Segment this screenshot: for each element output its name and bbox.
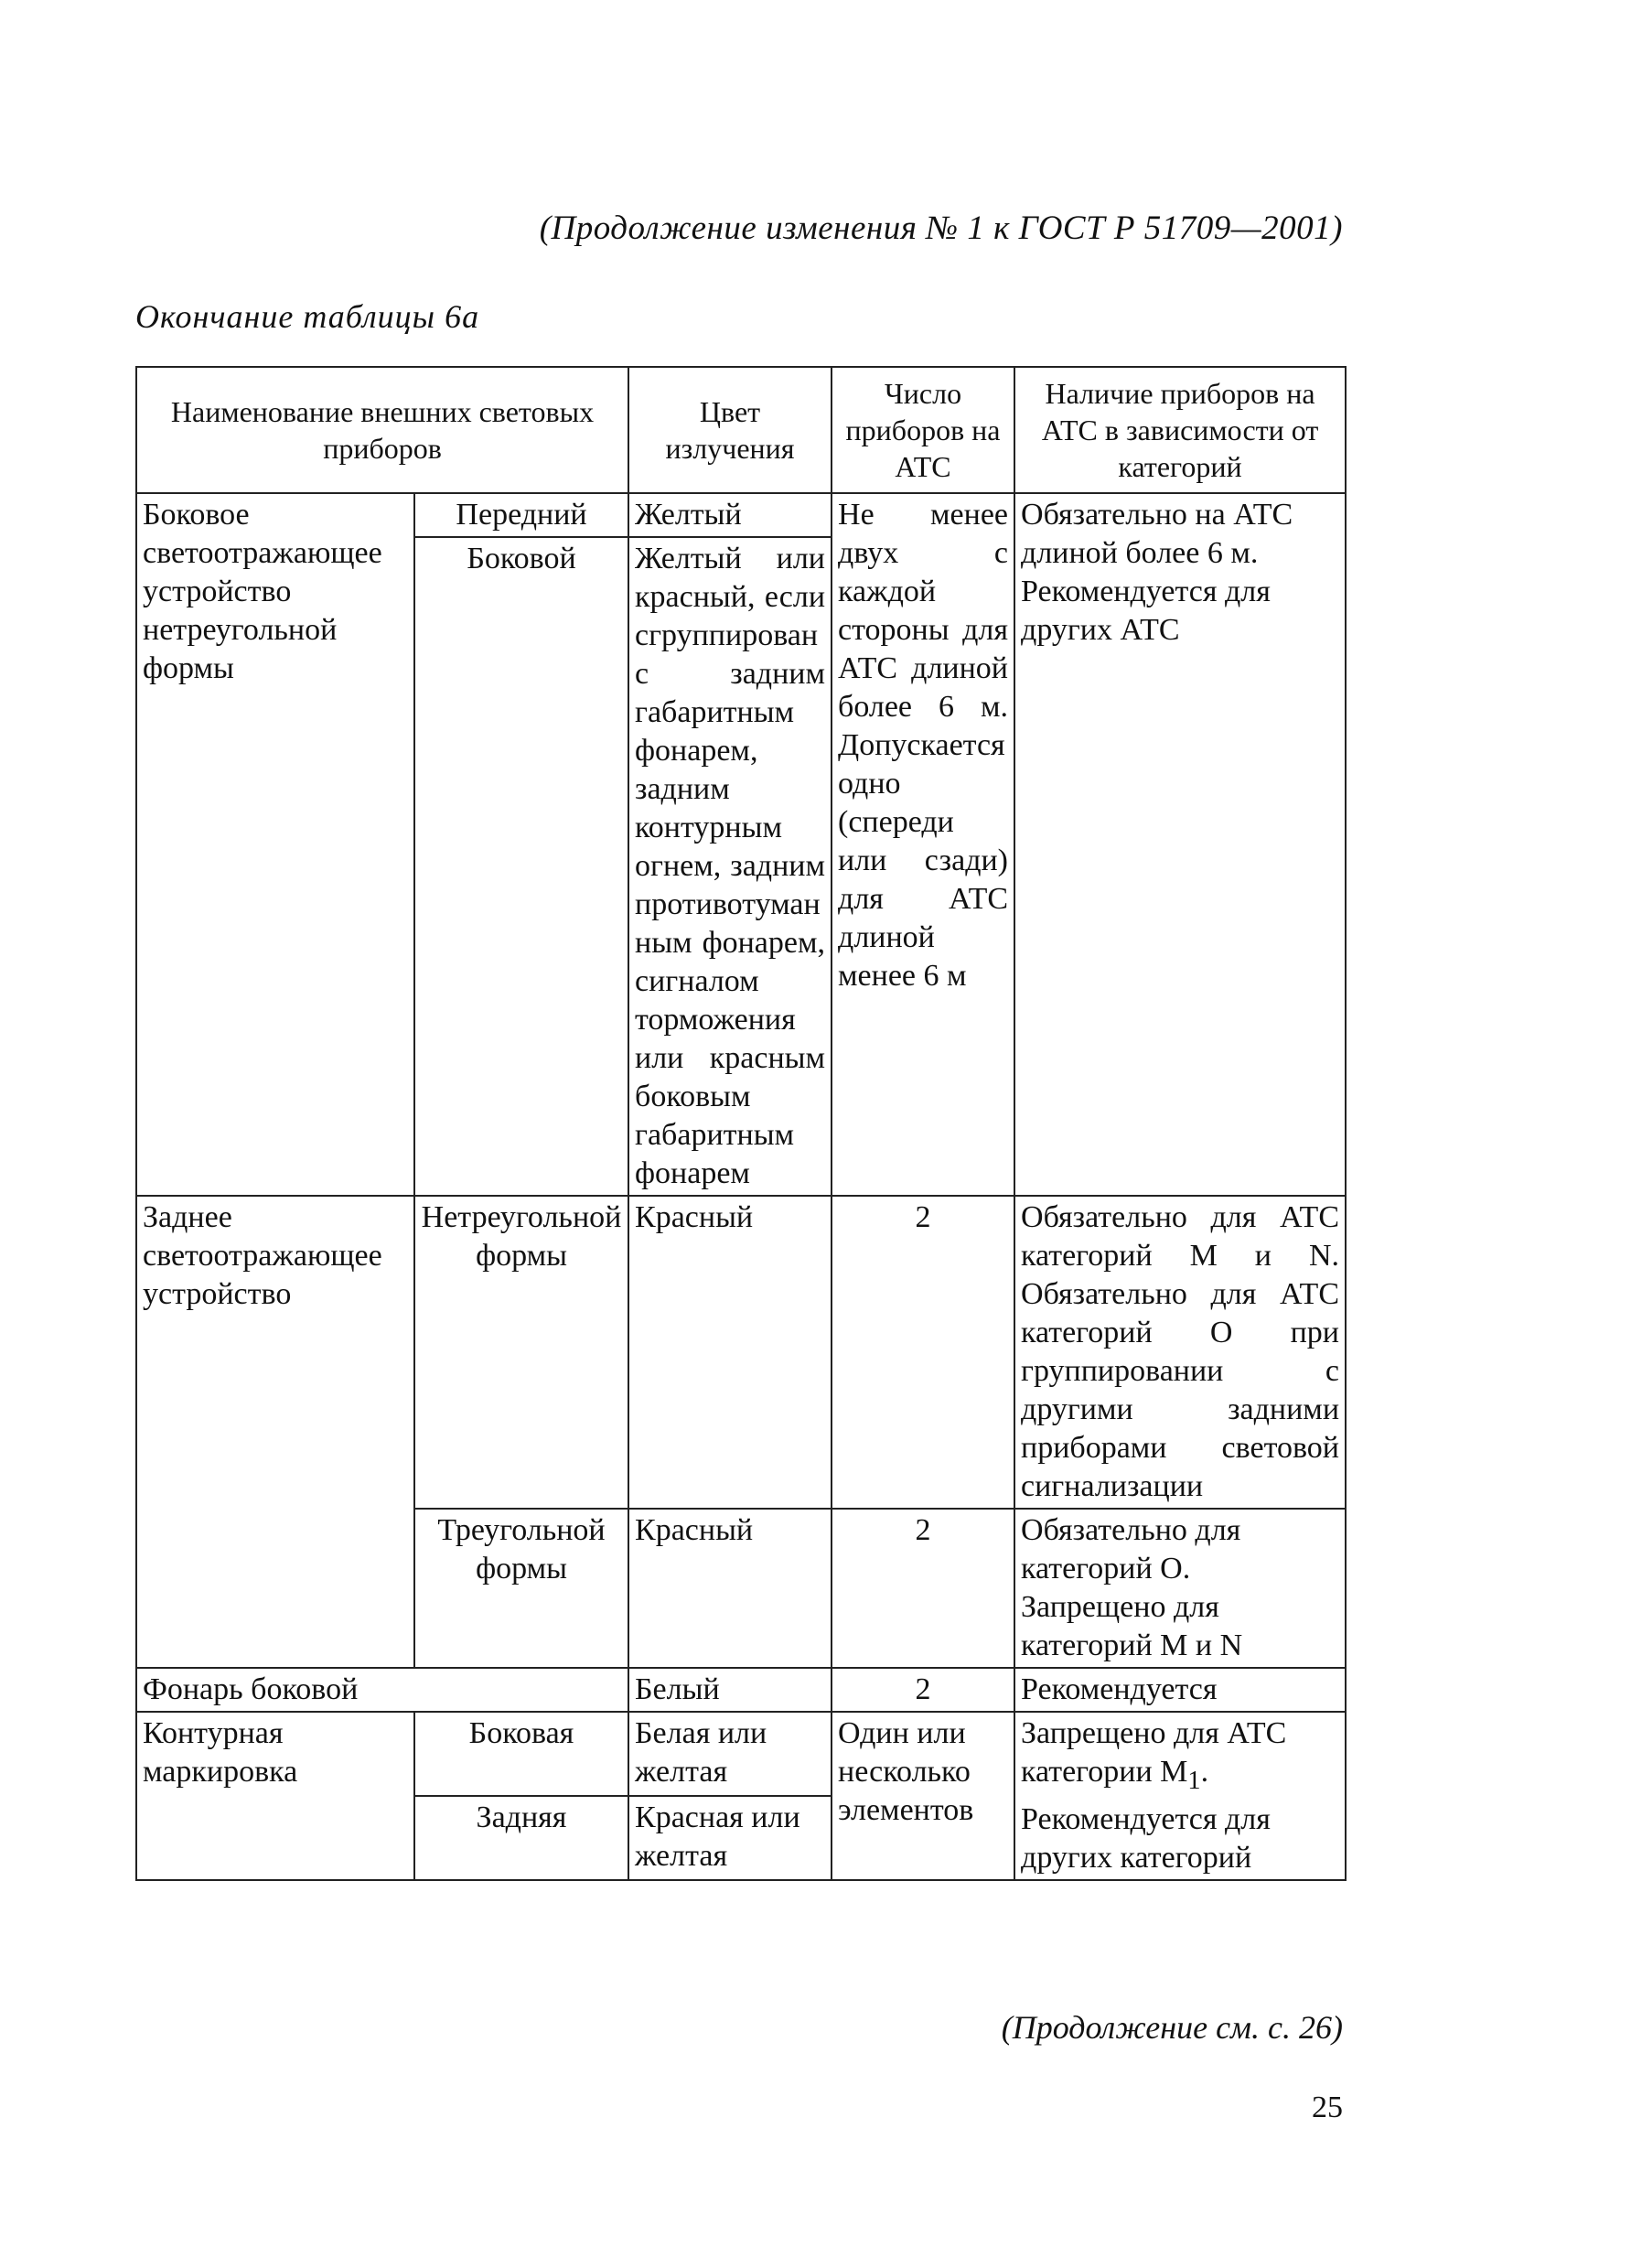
- contour-presence-text-a: Запрещено для АТС категории M: [1021, 1716, 1287, 1789]
- table-row: [136, 1712, 1346, 1796]
- header-presence: Наличие приборов на АТС в зависимости от категорий: [1014, 367, 1346, 493]
- header-note: (Продолжение изменения № 1 к ГОСТ Р 51709—2001): [539, 210, 1343, 247]
- side-reflector-side-color: Желтый или красный, если сгруппирован с задним габаритным фонарем, задним контурным огнем, задним противотуманным фонарем, сигналом торможения или красным боковым габаритным фонарем: [628, 537, 832, 1196]
- contour-presence-subscript: 1: [1187, 1766, 1201, 1795]
- header-count: Число приборов на АТС: [832, 367, 1014, 493]
- header-name: Наименование внешних световых приборов: [136, 367, 628, 493]
- rear-reflector-nontri-presence: Обязательно для АТС категорий M и N. Обязательно для АТС категорий O при группировании с другими задними приборами световой сигнализации: [1014, 1196, 1346, 1509]
- rear-reflector-nontri-sub: Нетреугольной формы: [414, 1196, 628, 1509]
- table-row: [136, 493, 1346, 537]
- contour-side-color: Белая или желтая: [628, 1712, 832, 1796]
- rear-reflector-nontri-color: Красный: [628, 1196, 832, 1509]
- footer-note: (Продолжение см. с. 26): [1001, 2009, 1343, 2046]
- contour-presence: [1014, 1712, 1346, 1880]
- contour-rear-sub: Задняя: [414, 1796, 628, 1880]
- side-lamp-count: 2: [832, 1668, 1014, 1712]
- contour-presence-text-b: . Рекомендуется для других категорий: [1021, 1755, 1271, 1875]
- rear-reflector-tri-count: 2: [832, 1509, 1014, 1668]
- contour-count: Один или несколько элементов: [832, 1712, 1014, 1880]
- side-lamp-name: Фонарь боковой: [136, 1668, 628, 1712]
- rear-reflector-tri-color: Красный: [628, 1509, 832, 1668]
- table-header-row: [136, 367, 1346, 493]
- table-row: [136, 1668, 1346, 1712]
- side-lamp-presence: Рекомендуется: [1014, 1668, 1346, 1712]
- side-reflector-side-sub: Боковой: [414, 537, 628, 1196]
- contour-side-sub: Боковая: [414, 1712, 628, 1796]
- contour-name: Контурная маркировка: [136, 1712, 414, 1880]
- table-row: [136, 1196, 1346, 1509]
- side-reflector-presence: Обязательно на АТС длиной более 6 м. Рекомендуется для других АТС: [1014, 493, 1346, 1196]
- rear-reflector-nontri-count: 2: [832, 1196, 1014, 1509]
- side-reflector-name: Боковое светоотражающее устройство нетреугольной формы: [136, 493, 414, 1196]
- header-color: Цвет излучения: [628, 367, 832, 493]
- rear-reflector-name: Заднее светоотражающее устройство: [136, 1196, 414, 1668]
- side-reflector-count: Не менее двух с каждой стороны для АТС длиной более 6 м. Допускается одно (спереди или сзади) для АТС длиной менее 6 м: [832, 493, 1014, 1196]
- lights-table: [135, 366, 1347, 1881]
- rear-reflector-tri-presence: Обязательно для категорий O. Запрещено для категорий M и N: [1014, 1509, 1346, 1668]
- side-reflector-front-color: Желтый: [628, 493, 832, 537]
- table-caption: Окончание таблицы 6а: [135, 298, 480, 335]
- side-lamp-color: Белый: [628, 1668, 832, 1712]
- page-number: 25: [1312, 2091, 1343, 2124]
- side-reflector-front-sub: Передний: [414, 493, 628, 537]
- rear-reflector-tri-sub: Треугольной формы: [414, 1509, 628, 1668]
- contour-rear-color: Красная или желтая: [628, 1796, 832, 1880]
